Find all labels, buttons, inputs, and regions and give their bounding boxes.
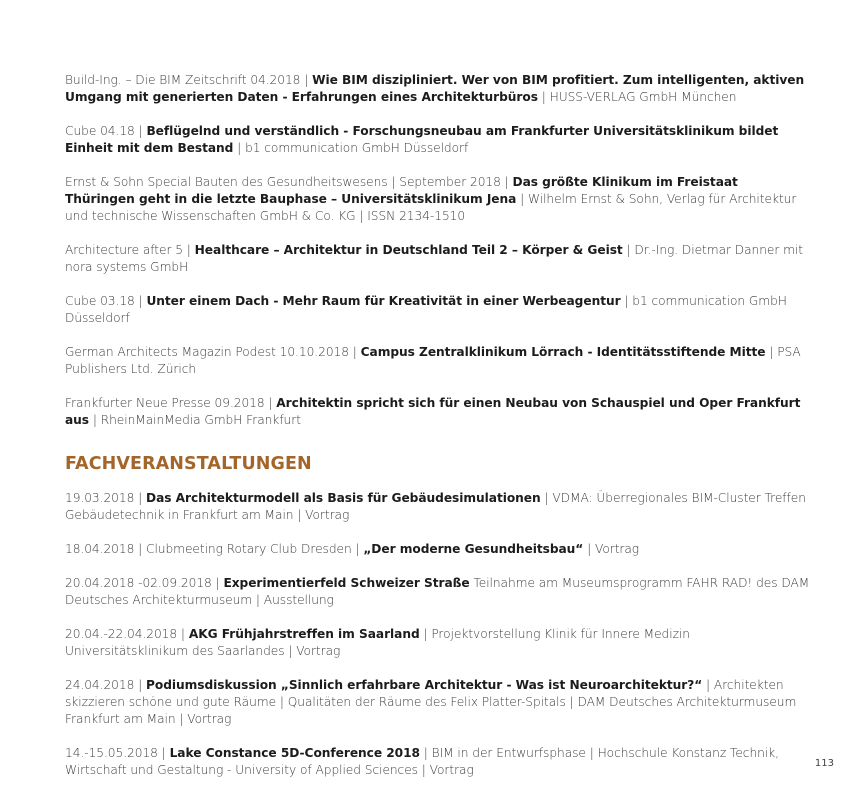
publication-entry: Cube 04.18 | Beflügelnd und verständlich - Forschungsneubau am Frankfurter Universitätsklinikum bildet Einheit mit dem Bestand | b1 communication GmbH Düsseldorf [65, 124, 779, 155]
publication-entry: Frankfurter Neue Presse 09.2018 | Architektin spricht sich für einen Neubau von Schauspiel und Oper Frankfurt aus | RheinMainMedia GmbH Frankfurt [65, 396, 801, 427]
publication-entry: Architecture after 5 | Healthcare – Architektur in Deutschland Teil 2 – Körper & Geist | Dr.-Ing. Dietmar Danner mit nora systems GmbH [65, 243, 803, 274]
event-entry: 24.04.2018 | Podiumsdiskussion „Sinnlich erfahrbare Architektur - Was ist Neuroarchitektur?“ | Architekten skizzieren schöne und gute Räume | Qualitäten der Räume des Felix Platter-Spitals | DAM Deutsches Architekturmuseum Frankfurt am Main | Vortrag [65, 678, 797, 726]
document-page [65, 72, 810, 796]
publication-entry: Cube 03.18 | Unter einem Dach - Mehr Raum für Kreativität in einer Werbeagentur | b1 communication GmbH Düsseldorf [65, 294, 787, 325]
event-entry: 20.04.-22.04.2018 | AKG Frühjahrstreffen im Saarland | Projektvorstellung Klinik für Innere Medizin Universitätsklinikum des Saarlandes | Vortrag [65, 627, 690, 658]
event-entry: 18.04.2018 | Clubmeeting Rotary Club Dresden | „Der moderne Gesundheitsbau“ | Vortrag [65, 542, 640, 556]
event-entry: 14.-15.05.2018 | Lake Constance 5D-Conference 2018 | BIM in der Entwurfsphase | Hochschule Konstanz Technik, Wirtschaft und Gestaltung - University of Applied Sciences | Vortrag [65, 746, 779, 777]
publication-entry: Build-Ing. – Die BIM Zeitschrift 04.2018 | Wie BIM diszipliniert. Wer von BIM profitiert. Zum intelligenten, aktiven Umgang mit generierten Daten - Erfahrungen eines Architekturbüros | HUSS-VERLAG GmbH München [65, 73, 805, 104]
section-title: FACHVERANSTALTUNGEN [65, 454, 312, 474]
publication-entry: Ernst & Sohn Special Bauten des Gesundheitswesens | September 2018 | Das größte Klinikum im Freistaat Thüringen geht in die letzte Bauphase – Universitätsklinikum Jena | Wilhelm Ernst & Sohn, Verlag für Architektur und technische Wissenschaften GmbH & Co. KG | ISSN 2134-1510 [65, 175, 797, 223]
page-number: 113 [814, 758, 834, 769]
event-entry: 19.03.2018 | Das Architekturmodell als Basis für Gebäudesimulationen | VDMA: Überregionales BIM-Cluster Treffen Gebäudetechnik in Frankfurt am Main | Vortrag [65, 491, 806, 522]
publication-entry: German Architects Magazin Podest 10.10.2018 | Campus Zentralklinikum Lörrach - Identitätsstiftende Mitte | PSA Publishers Ltd. Zürich [65, 345, 801, 376]
event-entry: 20.04.2018 -02.09.2018 | Experimentierfeld Schweizer Straße Teilnahme am Museumsprogramm FAHR RAD! des DAM Deutsches Architekturmuseum | Ausstellung [65, 576, 810, 607]
